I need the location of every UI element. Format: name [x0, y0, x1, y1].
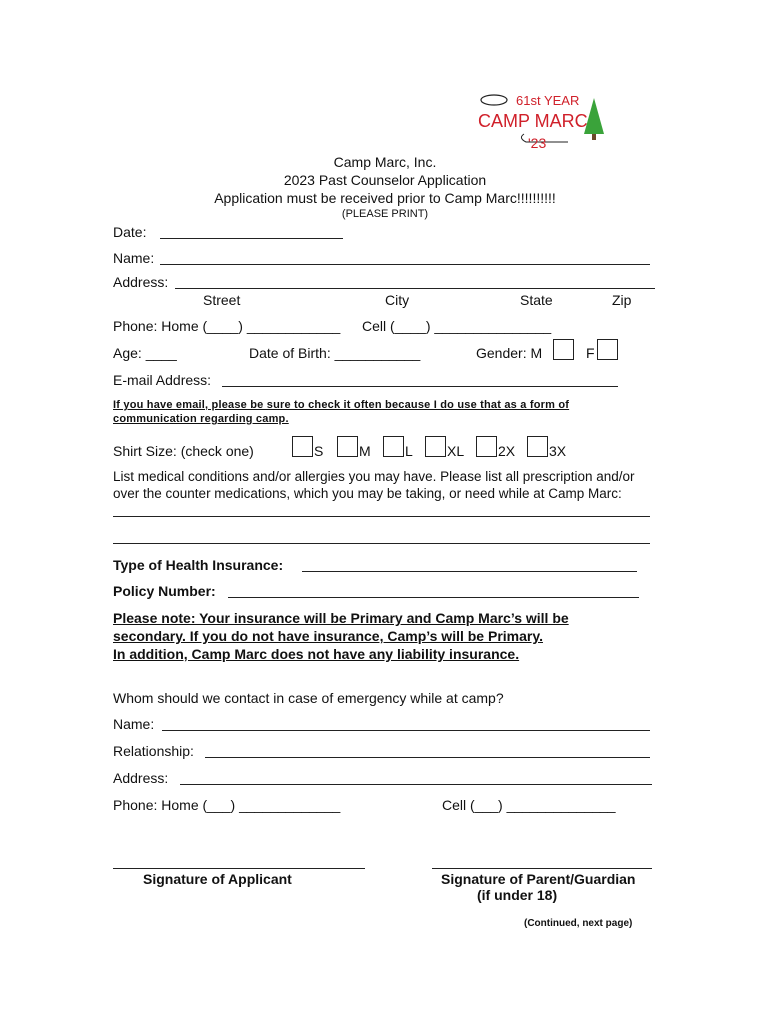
email-label: E-mail Address: [113, 372, 212, 388]
shirt-m-checkbox[interactable] [337, 436, 358, 457]
name-field[interactable] [160, 264, 650, 265]
shirt-m-label: M [359, 443, 371, 459]
address-label: Address: [113, 274, 169, 290]
gender-f-label: F [586, 345, 595, 361]
shirt-xl-label: XL [447, 443, 465, 459]
emergency-relationship-field[interactable] [205, 757, 650, 758]
applicant-signature-label: Signature of Applicant [143, 871, 292, 887]
applicant-signature-line[interactable] [113, 868, 365, 869]
tree-trunk [592, 134, 596, 140]
insurance-note-line3: In addition, Camp Marc does not have any liability insurance. [113, 646, 520, 662]
cloud-icon [481, 95, 507, 105]
camp-logo [478, 90, 608, 152]
insurance-note-line2: secondary. If you do not have insurance, Camp’s will be Primary. [113, 628, 543, 644]
emergency-name-label: Name: [113, 716, 155, 732]
shirt-3x-label: 3X [549, 443, 567, 459]
medical-line2: over the counter medications, which you may be taking, or need while at Camp Marc: [113, 486, 622, 501]
insurance-note-line1: Please note: Your insurance will be Primary and Camp Marc’s will be [113, 610, 569, 626]
gender-label: Gender: M [476, 345, 543, 361]
shirt-2x-checkbox[interactable] [476, 436, 497, 457]
date-field[interactable] [160, 238, 343, 239]
emergency-address-field[interactable] [180, 784, 652, 785]
logo-camp-text: CAMP MARC [478, 111, 588, 131]
email-note-line2: communication regarding camp. [113, 413, 289, 425]
parent-signature-label: Signature of Parent/Guardian [441, 871, 636, 887]
form-title: 2023 Past Counselor Application [283, 172, 487, 188]
shirt-3x-checkbox[interactable] [527, 436, 548, 457]
emergency-relationship-label: Relationship: [113, 743, 194, 759]
shirt-l-label: L [405, 443, 413, 459]
policy-number-field[interactable] [228, 597, 639, 598]
parent-signature-note: (if under 18) [477, 887, 558, 903]
medical-field-line1[interactable] [113, 516, 650, 517]
continued-note: (Continued, next page) [524, 918, 633, 929]
zip-label: Zip [612, 292, 632, 308]
insurance-type-field[interactable] [302, 571, 637, 572]
deadline-note: Application must be received prior to Camp Marc!!!!!!!!!! [214, 190, 556, 206]
date-label: Date: [113, 224, 147, 240]
emergency-question: Whom should we contact in case of emergency while at camp? [113, 690, 504, 706]
emergency-phone-home-field[interactable]: Phone: Home (___) _____________ [113, 797, 341, 813]
emergency-name-field[interactable] [162, 730, 650, 731]
logo-graphic [478, 90, 608, 152]
medical-field-line2[interactable] [113, 543, 650, 544]
email-note-line1: If you have email, please be sure to check it often because I do use that as a form of [113, 399, 570, 411]
shirt-xl-checkbox[interactable] [425, 436, 446, 457]
email-field[interactable] [222, 386, 618, 387]
gender-f-checkbox[interactable] [597, 339, 618, 360]
policy-number-label: Policy Number: [113, 583, 216, 599]
state-label: State [520, 292, 553, 308]
shirt-2x-label: 2X [498, 443, 516, 459]
emergency-address-label: Address: [113, 770, 169, 786]
phone-home-field[interactable]: Phone: Home (____) ____________ [113, 318, 341, 334]
shirt-s-checkbox[interactable] [292, 436, 313, 457]
shirt-s-label: S [314, 443, 324, 459]
logo-23-text: '23 [528, 135, 547, 151]
insurance-type-label: Type of Health Insurance: [113, 557, 284, 573]
dob-field[interactable]: Date of Birth: ___________ [249, 345, 421, 361]
age-field[interactable]: Age: ____ [113, 345, 177, 361]
name-label: Name: [113, 250, 155, 266]
address-field[interactable] [175, 288, 655, 289]
shirt-size-label: Shirt Size: (check one) [113, 443, 254, 459]
shirt-l-checkbox[interactable] [383, 436, 404, 457]
gender-m-checkbox[interactable] [553, 339, 574, 360]
parent-signature-line[interactable] [432, 868, 652, 869]
logo-year-text: 61st YEAR [516, 93, 580, 108]
medical-line1: List medical conditions and/or allergies you may have. Please list all prescription and/or [113, 469, 635, 484]
cell-field[interactable]: Cell (____) _______________ [362, 318, 552, 334]
print-note: (PLEASE PRINT) [341, 208, 429, 220]
city-label: City [385, 292, 410, 308]
org-name: Camp Marc, Inc. [333, 154, 437, 170]
emergency-cell-field[interactable]: Cell (___) ______________ [442, 797, 616, 813]
street-label: Street [203, 292, 241, 308]
